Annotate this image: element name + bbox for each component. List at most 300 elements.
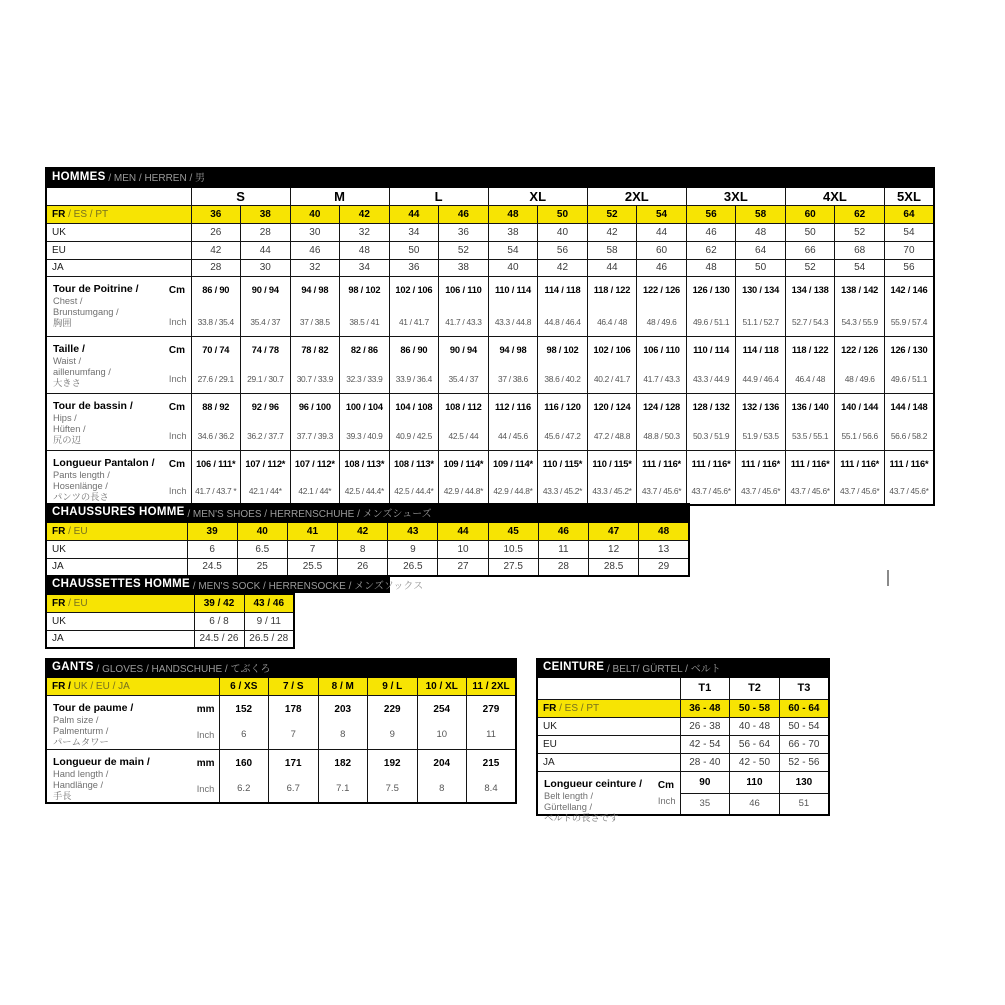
hommes-fr-es-pt-value-cell: 40 <box>290 205 340 223</box>
hand-top-value: 192 <box>383 757 401 769</box>
waist-bottom-value: 30.7 / 33.9 <box>296 374 333 384</box>
socks-uk-value-cell: 9 / 11 <box>244 612 294 630</box>
pants-value-cell <box>290 450 340 505</box>
hommes-eu-value-cell: 48 <box>340 241 390 259</box>
socks-fr-eu-label <box>46 594 194 612</box>
unit-bottom-label: Inch <box>168 317 187 327</box>
hommes-ja-value-cell: 48 <box>686 259 736 276</box>
shoes-fr-eu-value-cell: 47 <box>589 522 639 540</box>
hommes-fr-es-pt-value-cell: 44 <box>389 205 439 223</box>
hand-bottom-value: 8 <box>439 782 445 794</box>
hommes-uk-value-cell: 50 <box>785 223 835 241</box>
waist-value-cell <box>340 336 390 393</box>
chest-bottom-value: 52.7 / 54.3 <box>792 317 829 327</box>
hommes-uk-value-cell: 44 <box>637 223 687 241</box>
shoes-ja-value-cell: 29 <box>639 558 689 576</box>
hand-value-cell <box>219 749 269 803</box>
waist-value-cell <box>538 336 588 393</box>
belt-length-cm-cell: 110 <box>730 771 780 793</box>
waist-label-french: Taille / <box>53 343 85 355</box>
hommes-size-table <box>45 186 935 506</box>
pants-top-value: 111 / 116* <box>840 458 880 469</box>
chest-top-value: 98 / 102 <box>348 285 381 295</box>
waist-value-cell <box>835 336 885 393</box>
belt-ja-value-cell: 42 - 50 <box>730 753 780 771</box>
palm-label-translation: パームタワー <box>53 737 109 748</box>
unit-labels <box>169 457 187 498</box>
hand-label-cell <box>46 749 219 803</box>
gloves-sizes-label <box>46 677 219 695</box>
gloves-sizes-label-rest: UK / EU / JA <box>70 680 130 692</box>
palm-value-cell <box>467 695 517 749</box>
socks-uk-value-cell: 6 / 8 <box>194 612 244 630</box>
belt-eu-value-cell: 56 - 64 <box>730 735 780 753</box>
socks-ja-value-cell: 24.5 / 26 <box>194 630 244 648</box>
hommes-fr-es-pt-value-cell: 52 <box>587 205 637 223</box>
pants-value-cell <box>587 450 637 505</box>
waist-value-cell <box>736 336 786 393</box>
hommes-fr-es-pt-value-cell: 62 <box>835 205 885 223</box>
hips-top-value: 140 / 144 <box>841 402 879 412</box>
hips-bottom-value: 48.8 / 50.3 <box>643 431 680 441</box>
pants-bottom-value: 43.7 / 45.6* <box>641 485 682 496</box>
belt-title: CEINTURE <box>543 661 605 673</box>
hand-top-value: 204 <box>433 757 451 769</box>
hommes-eu-label: EU <box>46 241 191 259</box>
hommes-ja-value-cell: 30 <box>241 259 291 276</box>
hand-top-value: 171 <box>284 757 302 769</box>
hips-top-value: 116 / 120 <box>544 402 581 412</box>
waist-value-cell <box>686 336 736 393</box>
pants-bottom-value: 43.3 / 45.2* <box>592 485 632 496</box>
hommes-ja-value-cell: 44 <box>587 259 637 276</box>
chest-top-value: 122 / 126 <box>643 285 681 295</box>
hommes-fr-es-pt-label-rest: / ES / PT <box>65 208 109 220</box>
chest-bottom-value: 37 / 38.5 <box>299 317 330 327</box>
hommes-uk-value-cell: 26 <box>191 223 241 241</box>
palm-top-value: 229 <box>383 704 401 715</box>
gloves-title-translations: / GLOVES / HANDSCHUHE / てぶくろ <box>93 663 271 675</box>
chest-bottom-value: 35.4 / 37 <box>250 317 281 327</box>
waist-bottom-value: 33.9 / 36.4 <box>395 374 433 384</box>
chest-value-cell <box>538 276 588 336</box>
size-group-header: 3XL <box>686 187 785 205</box>
chest-bottom-value: 41 / 41.7 <box>398 317 429 327</box>
waist-top-value: 94 / 98 <box>499 345 527 355</box>
shoes-fr-eu-value-cell: 45 <box>488 522 538 540</box>
hommes-uk-value-cell: 28 <box>241 223 291 241</box>
belt-size-table <box>536 676 830 824</box>
palm-value-cell <box>219 695 269 749</box>
waist-bottom-value: 44.9 / 46.4 <box>742 374 779 384</box>
belt-fr-es-pt-value-cell: 36 - 48 <box>680 699 730 717</box>
palm-value-cell <box>368 695 418 749</box>
chest-value-cell <box>389 276 439 336</box>
hand-bottom-value: 6.7 <box>286 782 300 794</box>
pants-bottom-value: 42.9 / 44.8* <box>443 485 484 496</box>
waist-top-value: 98 / 102 <box>546 345 579 355</box>
pants-bottom-value: 42.9 / 44.8* <box>493 485 533 496</box>
socks-title: CHAUSSETTES HOMME <box>52 578 190 590</box>
pants-top-value: 110 / 115* <box>542 458 583 469</box>
chest-label-cell <box>46 276 191 336</box>
socks-fr-eu-value-cell: 39 / 42 <box>194 594 244 612</box>
pants-top-value: 108 / 113* <box>393 458 434 469</box>
hommes-ja-label: JA <box>46 259 191 276</box>
waist-bottom-value: 27.6 / 29.1 <box>197 374 234 384</box>
socks-ja-value-cell: 26.5 / 28 <box>244 630 294 648</box>
chest-value-cell <box>835 276 885 336</box>
hips-top-value: 144 / 148 <box>890 402 928 412</box>
chest-top-value: 114 / 118 <box>544 285 581 295</box>
waist-top-value: 90 / 94 <box>449 345 477 355</box>
hips-bottom-value: 50.3 / 51.9 <box>692 431 730 441</box>
hips-value-cell <box>637 393 687 450</box>
waist-bottom-value: 32.3 / 33.9 <box>346 374 383 384</box>
shoes-fr-eu-label <box>46 522 187 540</box>
hommes-uk-value-cell: 48 <box>736 223 786 241</box>
corner-cell <box>537 677 680 699</box>
hand-value-cell <box>467 749 517 803</box>
chest-top-value: 94 / 98 <box>301 285 329 295</box>
pants-bottom-value: 43.7 / 45.6* <box>740 485 781 496</box>
belt-length-label-french: Longueur ceinture / <box>544 777 643 790</box>
belt-length-label-translation: Belt length / <box>544 790 594 801</box>
hand-bottom-value: 7.5 <box>385 782 399 794</box>
shoes-ja-value-cell: 27 <box>438 558 488 576</box>
shoes-title-bar <box>45 503 690 521</box>
waist-top-value: 86 / 90 <box>400 345 428 355</box>
hommes-ja-value-cell: 28 <box>191 259 241 276</box>
pants-bottom-value: 43.7 / 45.6* <box>840 485 880 496</box>
chest-top-value: 110 / 114 <box>494 285 531 295</box>
hommes-uk-row <box>46 223 934 241</box>
belt-ja-value-cell: 28 - 40 <box>680 753 730 771</box>
shoes-uk-value-cell: 13 <box>639 540 689 558</box>
pants-label-translation: Hosenlänge / <box>53 480 108 491</box>
hips-value-cell <box>488 393 538 450</box>
shoes-uk-value-cell: 11 <box>538 540 588 558</box>
hommes-ja-value-cell: 52 <box>785 259 835 276</box>
belt-length-cm-row <box>537 771 829 793</box>
chest-top-value: 134 / 138 <box>791 285 829 295</box>
belt-fr-es-pt-value-cell: 50 - 58 <box>730 699 780 717</box>
chest-value-cell <box>785 276 835 336</box>
socks-fr-eu-row <box>46 594 294 612</box>
waist-value-cell <box>785 336 835 393</box>
shoes-fr-eu-value-cell: 40 <box>237 522 287 540</box>
unit-top-label: Cm <box>168 345 186 356</box>
hips-bottom-value: 34.6 / 36.2 <box>197 431 234 441</box>
pants-bottom-value: 42.5 / 44.4* <box>344 485 384 496</box>
chest-value-cell <box>439 276 489 336</box>
waist-top-value: 106 / 110 <box>643 345 680 355</box>
palm-top-value: 254 <box>433 704 451 715</box>
chest-bottom-value: 41.7 / 43.3 <box>445 317 482 327</box>
hommes-ja-value-cell: 54 <box>835 259 885 276</box>
waist-label-cell <box>46 336 191 393</box>
shoes-ja-label: JA <box>46 558 187 576</box>
shoes-uk-value-cell: 8 <box>338 540 388 558</box>
shoes-uk-value-cell: 9 <box>388 540 438 558</box>
hand-label-translation: 手長 <box>53 791 72 802</box>
hips-top-value: 88 / 92 <box>202 402 230 412</box>
chest-label-french: Tour de Poitrine / <box>53 283 139 295</box>
hommes-ja-value-cell: 42 <box>538 259 588 276</box>
shoes-uk-label: UK <box>46 540 187 558</box>
hips-value-cell <box>241 393 291 450</box>
size-group-header: 2XL <box>587 187 686 205</box>
hips-label-translation: 尻の辺 <box>53 435 81 446</box>
hips-value-cell <box>587 393 637 450</box>
waist-value-cell <box>241 336 291 393</box>
hips-bottom-value: 37.7 / 39.3 <box>296 431 333 441</box>
pants-value-cell <box>439 450 489 505</box>
unit-bottom-label: Inch <box>196 730 215 740</box>
gloves-sizes-row <box>46 677 516 695</box>
hips-top-value: 108 / 112 <box>445 402 482 412</box>
hommes-ja-value-cell: 46 <box>637 259 687 276</box>
hommes-uk-value-cell: 40 <box>538 223 588 241</box>
hips-bottom-value: 56.6 / 58.2 <box>890 431 928 441</box>
belt-uk-value-cell: 40 - 48 <box>730 717 780 735</box>
belt-size-header: T3 <box>779 677 829 699</box>
gloves-title: GANTS <box>52 661 94 673</box>
chest-bottom-value: 48 / 49.6 <box>646 317 677 327</box>
gloves-sizes-value-cell: 7 / S <box>269 677 319 695</box>
belt-length-inch-cell: 51 <box>779 793 829 815</box>
socks-fr-eu-value-cell: 43 / 46 <box>244 594 294 612</box>
hips-top-value: 124 / 128 <box>643 402 681 412</box>
chest-value-cell <box>736 276 786 336</box>
shoes-ja-value-cell: 24.5 <box>187 558 237 576</box>
hommes-eu-value-cell: 42 <box>191 241 241 259</box>
socks-ja-label: JA <box>46 630 194 648</box>
shoes-ja-value-cell: 26 <box>338 558 388 576</box>
hommes-uk-value-cell: 34 <box>389 223 439 241</box>
hips-bottom-value: 45.6 / 47.2 <box>544 431 581 441</box>
unit-top-label: Cm <box>168 285 186 296</box>
palm-value-cell <box>269 695 319 749</box>
unit-top-label: Cm <box>657 779 675 791</box>
gloves-sizes-value-cell: 6 / XS <box>219 677 269 695</box>
pants-label-translation: Pants length / <box>53 469 110 480</box>
waist-label-translation: 大きさ <box>53 378 81 389</box>
hips-value-cell <box>439 393 489 450</box>
chest-bottom-value: 46.4 / 48 <box>597 317 627 327</box>
size-group-header: S <box>191 187 290 205</box>
hommes-fr-es-pt-value-cell: 42 <box>340 205 390 223</box>
waist-top-value: 78 / 82 <box>301 345 329 355</box>
palm-top-value: 203 <box>334 704 352 715</box>
socks-uk-label: UK <box>46 612 194 630</box>
shoes-uk-row <box>46 540 689 558</box>
pants-value-cell <box>538 450 588 505</box>
belt-length-label-cell <box>537 771 680 824</box>
gloves-sizes-value-cell: 11 / 2XL <box>467 677 517 695</box>
hommes-ja-row <box>46 259 934 276</box>
hips-value-cell <box>736 393 786 450</box>
pants-top-value: 108 / 113* <box>344 458 385 469</box>
unit-bottom-label: Inch <box>196 783 215 794</box>
belt-ja-value-cell: 52 - 56 <box>779 753 829 771</box>
belt-length-label-translation: Gürtellang / <box>544 801 593 812</box>
palm-bottom-value: 6 <box>241 729 247 740</box>
waist-top-value: 102 / 106 <box>593 345 631 355</box>
belt-title-translations: / BELT/ GÜRTEL / ベルト <box>604 663 721 675</box>
chest-top-value: 138 / 142 <box>841 285 879 295</box>
palm-label-translation: Palm size / <box>53 714 99 725</box>
hips-top-value: 100 / 104 <box>345 402 383 412</box>
unit-labels <box>169 400 187 443</box>
belt-ja-label: JA <box>537 753 680 771</box>
pants-label-french: Longueur Pantalon / <box>53 456 155 469</box>
hommes-eu-value-cell: 60 <box>637 241 687 259</box>
chest-top-value: 130 / 134 <box>742 285 780 295</box>
waist-bottom-value: 35.4 / 37 <box>448 374 479 384</box>
belt-length-inch-cell: 35 <box>680 793 730 815</box>
hips-value-cell <box>835 393 885 450</box>
socks-ja-row <box>46 630 294 648</box>
waist-bottom-value: 37 / 38.6 <box>498 374 528 384</box>
hand-value-cell <box>318 749 368 803</box>
unit-bottom-label: Inch <box>168 374 187 384</box>
belt-fr-es-pt-label <box>537 699 680 717</box>
chest-label-translation: 胸囲 <box>53 318 72 329</box>
hips-bottom-value: 40.9 / 42.5 <box>395 431 433 441</box>
unit-bottom-label: Inch <box>168 431 187 441</box>
shoes-uk-value-cell: 12 <box>589 540 639 558</box>
hommes-uk-value-cell: 30 <box>290 223 340 241</box>
shoes-fr-eu-value-cell: 44 <box>438 522 488 540</box>
hips-bottom-value: 44 / 45.6 <box>498 431 528 441</box>
chest-value-cell <box>340 276 390 336</box>
waist-bottom-value: 43.3 / 44.9 <box>692 374 730 384</box>
hand-row <box>46 749 516 803</box>
palm-top-value: 152 <box>235 704 253 715</box>
hand-top-value: 182 <box>334 757 352 769</box>
shoes-ja-value-cell: 27.5 <box>488 558 538 576</box>
belt-size-header: T1 <box>680 677 730 699</box>
hand-top-value: 215 <box>482 757 500 769</box>
pants-value-cell <box>241 450 291 505</box>
belt-eu-value-cell: 42 - 54 <box>680 735 730 753</box>
unit-labels <box>197 702 215 742</box>
hommes-uk-value-cell: 54 <box>884 223 934 241</box>
shoes-ja-value-cell: 25.5 <box>287 558 337 576</box>
unit-labels <box>169 343 187 386</box>
chest-top-value: 102 / 106 <box>395 285 433 295</box>
waist-top-value: 74 / 78 <box>251 345 279 355</box>
shoes-section <box>45 503 690 577</box>
hips-bottom-value: 55.1 / 56.6 <box>841 431 878 441</box>
shoes-size-table <box>45 521 690 577</box>
hand-bottom-value: 6.2 <box>237 782 251 794</box>
shoes-ja-value-cell: 25 <box>237 558 287 576</box>
palm-label-cell <box>46 695 219 749</box>
hips-bottom-value: 53.5 / 55.1 <box>792 431 829 441</box>
hommes-uk-label: UK <box>46 223 191 241</box>
gloves-sizes-value-cell: 9 / L <box>368 677 418 695</box>
hommes-fr-es-pt-value-cell: 64 <box>884 205 934 223</box>
hommes-fr-es-pt-value-cell: 58 <box>736 205 786 223</box>
chest-top-value: 90 / 94 <box>251 285 279 295</box>
hommes-title: HOMMES <box>52 170 106 183</box>
pants-bottom-value: 41.7 / 43.7 * <box>195 485 237 496</box>
chest-label-translation: Chest / <box>53 295 83 306</box>
shoes-uk-value-cell: 10.5 <box>488 540 538 558</box>
shoes-uk-value-cell: 10 <box>438 540 488 558</box>
hand-label-french: Longueur de main / <box>53 755 150 768</box>
shoes-uk-value-cell: 6 <box>187 540 237 558</box>
shoes-uk-value-cell: 6.5 <box>237 540 287 558</box>
belt-fr-es-pt-value-cell: 60 - 64 <box>779 699 829 717</box>
gloves-section <box>45 658 517 804</box>
hips-bottom-value: 51.9 / 53.5 <box>742 431 779 441</box>
hand-label-translation: Hand length / <box>53 768 109 779</box>
waist-bottom-value: 41.7 / 43.3 <box>643 374 680 384</box>
belt-length-cm-cell: 90 <box>680 771 730 793</box>
hommes-fr-es-pt-value-cell: 46 <box>439 205 489 223</box>
shoes-fr-eu-value-cell: 41 <box>287 522 337 540</box>
pants-bottom-value: 43.7 / 45.6* <box>790 485 830 496</box>
chest-top-value: 106 / 110 <box>445 285 482 295</box>
chest-value-cell <box>587 276 637 336</box>
chest-bottom-value: 49.6 / 51.1 <box>692 317 730 327</box>
belt-length-label-translation: ベルトの長さです <box>544 813 619 824</box>
unit-top-label: Cm <box>168 458 186 470</box>
hommes-ja-value-cell: 40 <box>488 259 538 276</box>
hand-bottom-value: 8.4 <box>484 782 498 794</box>
hommes-eu-value-cell: 44 <box>241 241 291 259</box>
waist-top-value: 126 / 130 <box>890 345 928 355</box>
chest-bottom-value: 51.1 / 52.7 <box>742 317 779 327</box>
waist-bottom-value: 49.6 / 51.1 <box>890 374 928 384</box>
waist-top-value: 118 / 122 <box>791 345 829 355</box>
hommes-fr-es-pt-row <box>46 205 934 223</box>
pants-top-value: 107 / 112* <box>294 458 335 469</box>
chest-bottom-value: 38.5 / 41 <box>349 317 380 327</box>
palm-bottom-value: 7 <box>290 729 296 740</box>
size-group-header: M <box>290 187 389 205</box>
hips-value-cell <box>884 393 934 450</box>
hand-label-translation: Handlänge / <box>53 779 104 790</box>
chest-value-cell <box>290 276 340 336</box>
hand-value-cell <box>269 749 319 803</box>
belt-section <box>536 658 830 824</box>
size-group-header: 5XL <box>884 187 934 205</box>
socks-title-bar <box>45 575 424 593</box>
hips-top-value: 112 / 116 <box>494 402 531 412</box>
pants-value-cell <box>340 450 390 505</box>
socks-fr-eu-label-rest: / EU <box>65 597 88 609</box>
hommes-ja-value-cell: 34 <box>340 259 390 276</box>
chest-value-cell <box>488 276 538 336</box>
pants-top-value: 111 / 116* <box>790 458 830 469</box>
waist-value-cell <box>488 336 538 393</box>
hips-label-translation: Hips / <box>53 412 77 423</box>
palm-bottom-value: 8 <box>340 729 346 740</box>
belt-header-row <box>537 677 829 699</box>
hips-top-value: 104 / 108 <box>395 402 433 412</box>
size-group-header: L <box>389 187 488 205</box>
waist-value-cell <box>439 336 489 393</box>
waist-bottom-value: 40.2 / 41.7 <box>593 374 631 384</box>
hips-value-cell <box>389 393 439 450</box>
belt-title-bar <box>536 658 830 676</box>
socks-title-translations: / MEN'S SOCK / HERRENSOCKE / メンズソックス <box>190 580 424 592</box>
unit-labels <box>169 283 187 329</box>
